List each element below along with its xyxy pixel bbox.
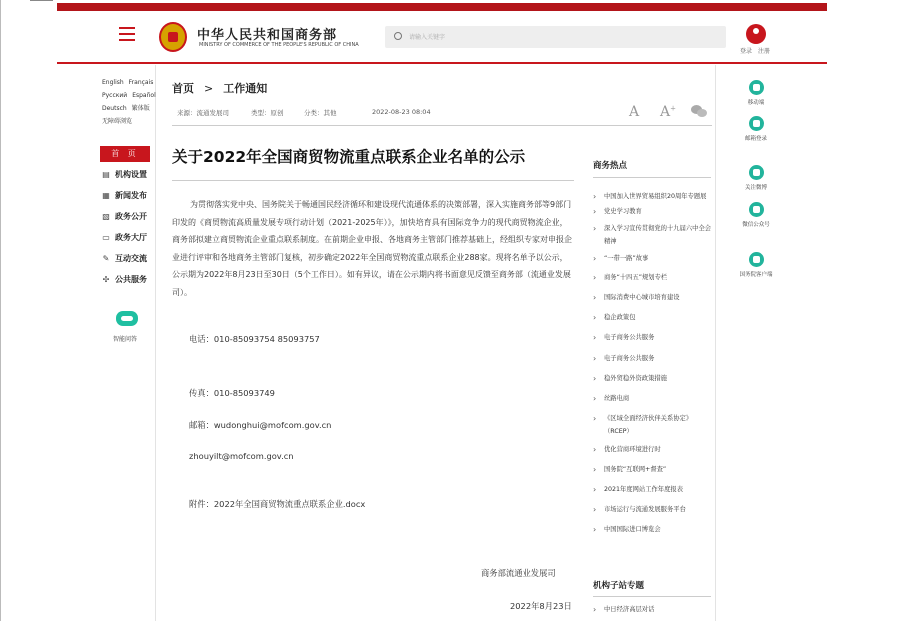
register-link[interactable]: 注册 bbox=[757, 48, 770, 55]
meta-date: 2022-08-23 08:04 bbox=[372, 108, 431, 116]
document-icon: ▧ bbox=[102, 212, 110, 221]
frame-left-border bbox=[0, 0, 1, 621]
hot-item[interactable]: › 国务院“互联网+督查” bbox=[593, 463, 713, 476]
right-wechat[interactable]: 微信公众号 bbox=[738, 202, 774, 228]
nav-item-news[interactable]: ▦ 新闻发布 bbox=[102, 191, 147, 200]
hotspots-divider bbox=[593, 177, 711, 178]
weibo-icon bbox=[749, 165, 764, 180]
search-input[interactable]: 请输入关键字 bbox=[409, 34, 446, 41]
article-paragraph: 为贯彻落实党中央、国务院关于畅通国民经济循环和建设现代流通体系的决策部署，深入实施商务部等9部门印发的《商贸物流高质量发展专项行动计划（2021-2025年）》，加快培育具有国际竞争力的现代商贸物流企业，商务部拟建立商贸物流企业重点联系制度。在前期企业申报、各地商务主管部门推荐基础上，经组织专家对申报企业进行评审和各地商务主管部门复核，初步确定2022年全国商贸物流重点联系企业288家。现将名单予以公示，公示期为2022年8月23日至30日（5个工作日）。如有异议，请在公示期内将书面意见反馈至商务部（流通业发展司）。 bbox=[172, 200, 572, 297]
hot-item[interactable]: › 商务“十四五”规划专栏 bbox=[593, 271, 713, 284]
breadcrumb-separator: > bbox=[204, 82, 214, 95]
mail-icon bbox=[749, 116, 764, 131]
mobile-icon bbox=[749, 80, 764, 95]
lang-german[interactable]: Deutsch bbox=[102, 105, 127, 112]
contact-email: 邮箱：wudonghui@mofcom.gov.cn bbox=[189, 420, 332, 430]
hot-item[interactable]: › 中国国际进口博览会 bbox=[593, 523, 713, 536]
right-mail[interactable]: 邮箱登录 bbox=[738, 116, 774, 142]
hot-item[interactable]: › 党史学习教育 bbox=[593, 205, 713, 218]
right-weibo[interactable]: 关注微博 bbox=[738, 165, 774, 191]
font-increase-button[interactable]: A+ bbox=[660, 104, 676, 120]
hot-item[interactable]: › “一带一路”故事 bbox=[593, 252, 713, 265]
nav-item-disclosure[interactable]: ▧ 政务公开 bbox=[102, 212, 147, 221]
site-header bbox=[57, 11, 827, 64]
subsites-divider bbox=[593, 596, 711, 597]
user-avatar-icon[interactable] bbox=[746, 24, 766, 44]
subsites-list bbox=[593, 603, 713, 616]
monitor-icon: ▭ bbox=[102, 233, 110, 242]
lang-english[interactable]: English bbox=[102, 79, 124, 86]
meta-type: 类型：原创 bbox=[251, 109, 284, 117]
search-icon[interactable] bbox=[394, 32, 402, 40]
left-navigation bbox=[101, 169, 147, 295]
contact-phone: 电话：010-85093754 85093757 bbox=[189, 334, 320, 344]
lang-russian[interactable]: Русский bbox=[102, 92, 128, 99]
hot-item[interactable]: › 优化营商环境进行时 bbox=[593, 443, 713, 456]
contact-fax: 传真：010-85093749 bbox=[189, 388, 275, 398]
signature-date: 2022年8月23日 bbox=[510, 601, 572, 611]
breadcrumb bbox=[172, 80, 267, 96]
hot-item[interactable]: › 电子商务公共服务 bbox=[593, 352, 713, 365]
hotspots-title: 商务热点 bbox=[593, 161, 628, 171]
news-icon: ▦ bbox=[102, 191, 110, 200]
wechat-icon bbox=[749, 202, 764, 217]
lang-traditional[interactable]: 繁体版 bbox=[131, 105, 150, 112]
hot-item[interactable]: › 丝路电商 bbox=[593, 392, 713, 405]
frame-top-stub bbox=[30, 0, 53, 1]
pen-icon: ✎ bbox=[102, 254, 110, 263]
hot-item[interactable]: › 稳企政策包 bbox=[593, 311, 713, 324]
attachment-link[interactable]: 附件：2022年全国商贸物流重点联系企业.docx bbox=[189, 499, 366, 509]
nav-home-button[interactable]: 首 页 bbox=[100, 146, 150, 162]
service-icon: ✣ bbox=[102, 275, 110, 284]
accessibility-link[interactable]: 无障碍浏览 bbox=[102, 118, 133, 125]
nav-item-services-hall[interactable]: ▭ 政务大厅 bbox=[102, 233, 147, 242]
hot-item[interactable]: › 中国加入世界贸易组织20周年专题展 bbox=[593, 190, 713, 203]
hot-item[interactable]: › 稳外贸稳外资政策措施 bbox=[593, 372, 713, 385]
article-title: 关于2022年全国商贸物流重点联系企业名单的公示 bbox=[172, 148, 526, 166]
subsites-title: 机构子站专题 bbox=[593, 581, 645, 591]
hot-item[interactable]: › 《区域全面经济伙伴关系协定》（RCEP） bbox=[593, 412, 713, 438]
nav-item-interaction[interactable]: ✎ 互动交流 bbox=[102, 254, 147, 263]
left-column-divider bbox=[155, 65, 156, 621]
article-meta-bar bbox=[172, 100, 712, 126]
hotspots-list bbox=[593, 190, 713, 536]
hot-item[interactable]: › 2021年度网站工作年度报表 bbox=[593, 483, 713, 496]
site-logo-title[interactable]: 中华人民共和国商务部 bbox=[197, 28, 338, 43]
nav-item-organization[interactable]: ▤ 机构设置 bbox=[102, 170, 147, 179]
title-divider bbox=[172, 180, 574, 181]
wechat-share-icon[interactable] bbox=[691, 105, 707, 117]
lang-french[interactable]: Français bbox=[128, 79, 154, 86]
font-decrease-button[interactable]: A bbox=[629, 104, 640, 120]
site-logo-subtitle: MINISTRY OF COMMERCE OF THE PEOPLE'S REPUBLIC OF CHINA bbox=[199, 42, 359, 48]
language-switcher bbox=[102, 76, 161, 128]
signature: 商务部流通业发展司 bbox=[481, 568, 556, 578]
chatbot-label[interactable]: 智能问答 bbox=[113, 336, 138, 343]
subsite-item[interactable]: › 中日经济高层对话 bbox=[593, 603, 713, 616]
chatbot-icon[interactable] bbox=[116, 311, 138, 326]
right-column-divider bbox=[715, 65, 716, 621]
building-icon: ▤ bbox=[102, 170, 110, 179]
hot-item[interactable]: › 深入学习宣传贯彻党的十九届六中全会精神 bbox=[593, 222, 713, 248]
meta-category: 分类：其他 bbox=[304, 109, 337, 117]
breadcrumb-current[interactable]: 工作通知 bbox=[223, 82, 268, 95]
nav-item-public-service[interactable]: ✣ 公共服务 bbox=[102, 275, 147, 284]
user-links bbox=[740, 46, 770, 55]
hot-item[interactable]: › 电子商务公共服务 bbox=[593, 331, 713, 344]
breadcrumb-home[interactable]: 首页 bbox=[172, 82, 194, 95]
login-link[interactable]: 登录 bbox=[740, 48, 753, 55]
hot-item[interactable]: › 市场运行与流通发展服务平台 bbox=[593, 503, 713, 516]
meta-source: 来源：流通发展司 bbox=[177, 109, 229, 117]
gov-app-icon bbox=[749, 252, 764, 267]
right-mobile[interactable]: 移动端 bbox=[738, 80, 774, 106]
lang-spanish[interactable]: Español bbox=[132, 92, 156, 99]
top-red-bar bbox=[57, 3, 827, 11]
hot-item[interactable]: › 国际消费中心城市培育建设 bbox=[593, 291, 713, 304]
contact-email-2: zhouyilt@mofcom.gov.cn bbox=[189, 451, 294, 461]
national-emblem-logo[interactable] bbox=[159, 22, 187, 52]
right-gov-app[interactable]: 国务院客户端 bbox=[738, 252, 774, 278]
search-box[interactable] bbox=[385, 26, 726, 48]
hamburger-menu-icon[interactable] bbox=[119, 27, 135, 41]
